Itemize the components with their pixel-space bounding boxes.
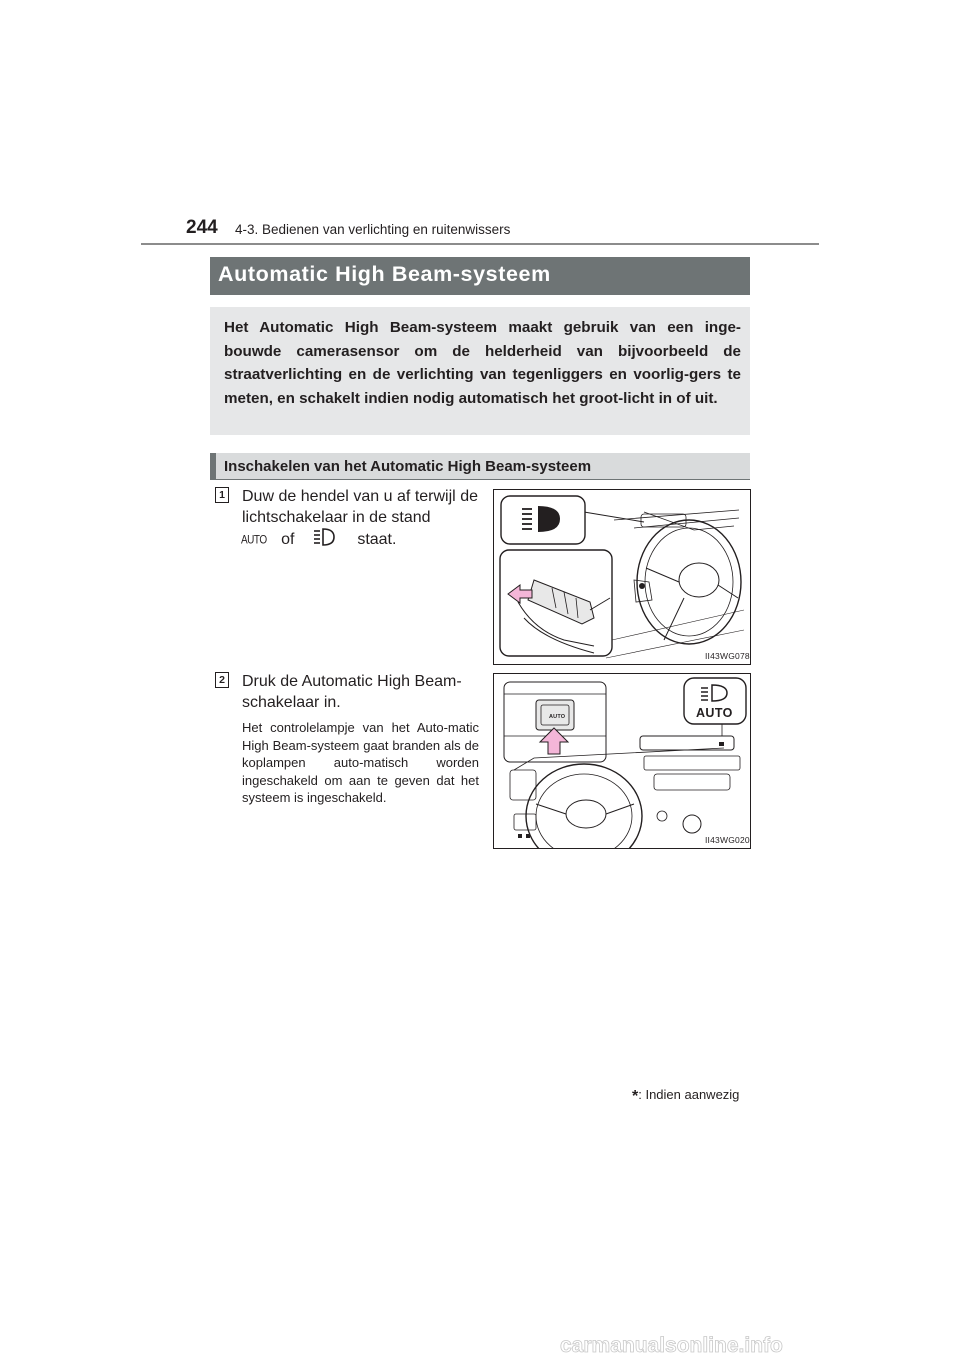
step-1-text	[242, 486, 478, 528]
footnote-marker: *	[632, 1088, 639, 1105]
page-title: Automatic High Beam-systeem	[218, 262, 551, 286]
auto-switch-label: AUTO	[696, 706, 733, 720]
title-footnote-marker: *	[803, 260, 809, 276]
figure-lever-drawing	[494, 490, 750, 664]
auto-symbol: AUTO	[241, 533, 267, 548]
step-1-of: of	[281, 531, 295, 548]
step-1-inline-symbols	[241, 528, 481, 551]
headlight-icon	[313, 528, 335, 546]
intro-box	[210, 307, 750, 435]
title-band	[210, 257, 809, 295]
running-header: 4-3. Bedienen van verlichting en ruitenwissers	[235, 222, 511, 237]
step-number-2: 2	[215, 672, 229, 688]
header-rule	[141, 243, 819, 245]
figure-switch	[493, 673, 751, 849]
figure-2-code: II43WG020	[705, 835, 750, 845]
footnote-text: : Indien aanwezig	[638, 1087, 740, 1102]
footnote	[632, 1087, 739, 1106]
step-2-note: Het controlelampje van het Auto-matic High Beam-systeem gaat branden als de koplampen auto-matisch worden ingeschakeld om aan te geven dat het systeem is ingeschakeld.	[242, 720, 479, 806]
step-2-text: Druk de Automatic High Beam-schakelaar in.	[242, 673, 462, 711]
svg-text:carmanualsonline.info: carmanualsonline.info	[560, 1334, 783, 1357]
step-1-sentence: Duw de hendel van u af terwijl de lichtschakelaar in de stand	[242, 488, 478, 526]
section-underline	[210, 479, 750, 480]
section-heading	[210, 453, 750, 480]
watermark-logo	[560, 1333, 960, 1357]
page-number: 244	[186, 217, 218, 238]
figure-lever	[493, 489, 751, 665]
figure-switch-drawing	[494, 674, 750, 848]
figure-1-code: II43WG078	[705, 651, 750, 661]
step-number-1: 1	[215, 487, 229, 503]
intro-text: Het Automatic High Beam-systeem maakt gebruik van een inge-bouwde camerasensor om de helderheid van bijvoorbeeld de straatverlichting en de verlichting van tegenliggers en voorlig-gers te meten, en schakelt indien nodig automatisch het groot-licht in of uit.	[224, 319, 741, 407]
step-1-staat: staat.	[357, 531, 397, 548]
inset-auto-label: AUTO	[549, 714, 566, 720]
section-heading-text: Inschakelen van het Automatic High Beam-systeem	[224, 458, 592, 475]
section-accent	[210, 453, 216, 480]
